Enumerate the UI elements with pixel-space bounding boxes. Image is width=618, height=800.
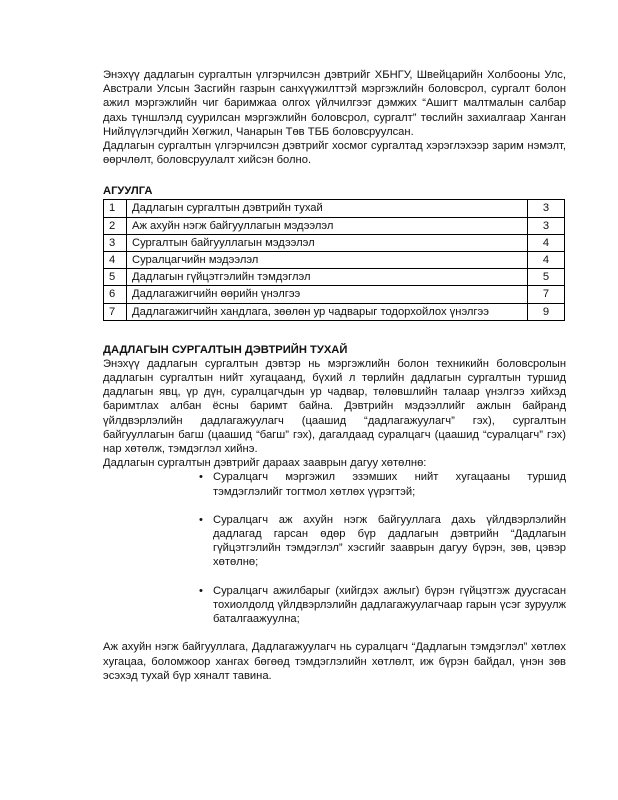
table-row [104,303,565,320]
toc-page: 7 [528,286,565,303]
toc-page: 9 [528,303,565,320]
toc-number: 7 [104,303,127,320]
section-heading: ДАДЛАГЫН СУРГАЛТЫН ДЭВТРИЙН ТУХАЙ [103,343,348,356]
toc-title: Суралцагчийн мэдээлэл [127,252,528,269]
toc-title: Дадлагын гүйцэтгэлийн тэмдэглэл [127,269,528,286]
bullet-icon: • [199,513,203,526]
table-row [104,252,565,269]
list-item: • Суралцагч ажилбарыг (хийгдэх ажлыг) бүрэн гүйцэтгэж дуусгасан тохиолдолд үйлдвэрлэлийн дадлагажуулагчаар гарын үсэг зуруулж баталгаажуулна; [199,584,566,626]
toc-page: 3 [528,217,565,234]
toc-number: 1 [104,200,127,217]
instruction-list [103,470,566,626]
document-page [103,68,566,683]
table-row [104,234,565,251]
toc-title: Дадлагажигчийн өөрийн үнэлгээ [127,286,528,303]
toc-page: 4 [528,252,565,269]
toc-table [103,199,565,320]
toc-number: 5 [104,269,127,286]
toc-page: 4 [528,234,565,251]
section-paragraph-3: Аж ахуйн нэгж байгууллага, Дадлагажуулагч нь суралцагч “Дадлагын тэмдэглэл” хөтлөх хугацаа, боломжоор хангах бөгөөд тэмдэглэлийн хөтлөлт, иж бүрэн байдал, үнэн зөв эсэхэд тухай бүр хяналт тавина. [103,641,566,682]
bullet-icon: • [199,584,203,597]
list-item: • Суралцагч мэргэжил эзэмших нийт хугацааны туршид тэмдэглэлийг тогтмол хөтлөх үүрэгтэй; [199,471,566,498]
intro-paragraph-2: Дадлагын сургалтын үлгэрчилсэн дэвтрийг хосмог сургалтад хэрэглэхээр зарим нэмэлт, өөрчлөлт, боловсруулалт хийсэн болно. [103,140,566,167]
section-paragraph-1: Энэхүү дадлагын сургалтын дэвтэр нь мэргэжлийн болон техникийн боловсролын дадлагын сургалтын нийт хугацаанд, бүхий л төрлийн дадлагын сургалтын туршид дадлагын явц, үр дүн, суралцагчдын ур чадвар, төлөвшлийн талаар үнэлгээ хийхэд баримтлах албан ёсны баримт байна. Дэвтрийн мэдээллийг ажлын байранд үйлдвэрлэлийн дадлагажуулагч (цаашид “дадлагажуулагч” гэх), сургалтын байгууллагын багш (цаашид “багш” гэх), дагалдаад суралцагч (цаашид “суралцагч” гэх) нар хөтөлж, тэмдэглэл хийнэ. [103,357,566,456]
toc-heading: АГУУЛГА [103,185,153,198]
bullet-icon: • [199,471,203,484]
table-row [104,217,565,234]
toc-title: Дадлагажигчийн хандлага, зөөлөн ур чадварыг тодорхойлох үнэлгээ [127,303,528,320]
table-row [104,200,565,217]
intro-paragraph-1: Энэхүү дадлагын сургалтын үлгэрчилсэн дэвтрийг ХБНГУ, Швейцарийн Холбооны Улс, Австрали Улсын Засгийн газрын санхүүжилттэй мэргэжлийн боловсрол, сургалт болон ажил мэргэжлийн чиг баримжаа олгох үйлчилгээг дэмжих “Ашигт малтмалын салбар дахь түншлэлд суурилсан мэргэжлийн боловсрол, сургалт” төслийн захиалгаар Ханган Нийлүүлэгчдийн Хөгжил, Чанарын Төв ТББ боловсруулсан. [103,69,566,138]
table-row [104,286,565,303]
section-paragraph-2: Дадлагын сургалтын дэвтрийг дараах зааврын дагуу хөтөлнө: [103,457,427,470]
toc-page: 5 [528,269,565,286]
list-item: • Суралцагч аж ахуйн нэгж байгууллага дахь үйлдвэрлэлийн дадлагад гарсан өдөр бүр дадлагын дэвтрийн “Дадлагын гүйцэтгэлийн тэмдэглэл” хэсгийг зааврын дагуу бүрэн, зөв, цэвэр хөтөлнө; [199,513,566,569]
toc-title: Аж ахуйн нэгж байгууллагын мэдээлэл [127,217,528,234]
toc-title: Сургалтын байгууллагын мэдээлэл [127,234,528,251]
table-row [104,269,565,286]
toc-number: 4 [104,252,127,269]
toc-title: Дадлагын сургалтын дэвтрийн тухай [127,200,528,217]
toc-page: 3 [528,200,565,217]
toc-number: 6 [104,286,127,303]
toc-number: 2 [104,217,127,234]
toc-number: 3 [104,234,127,251]
